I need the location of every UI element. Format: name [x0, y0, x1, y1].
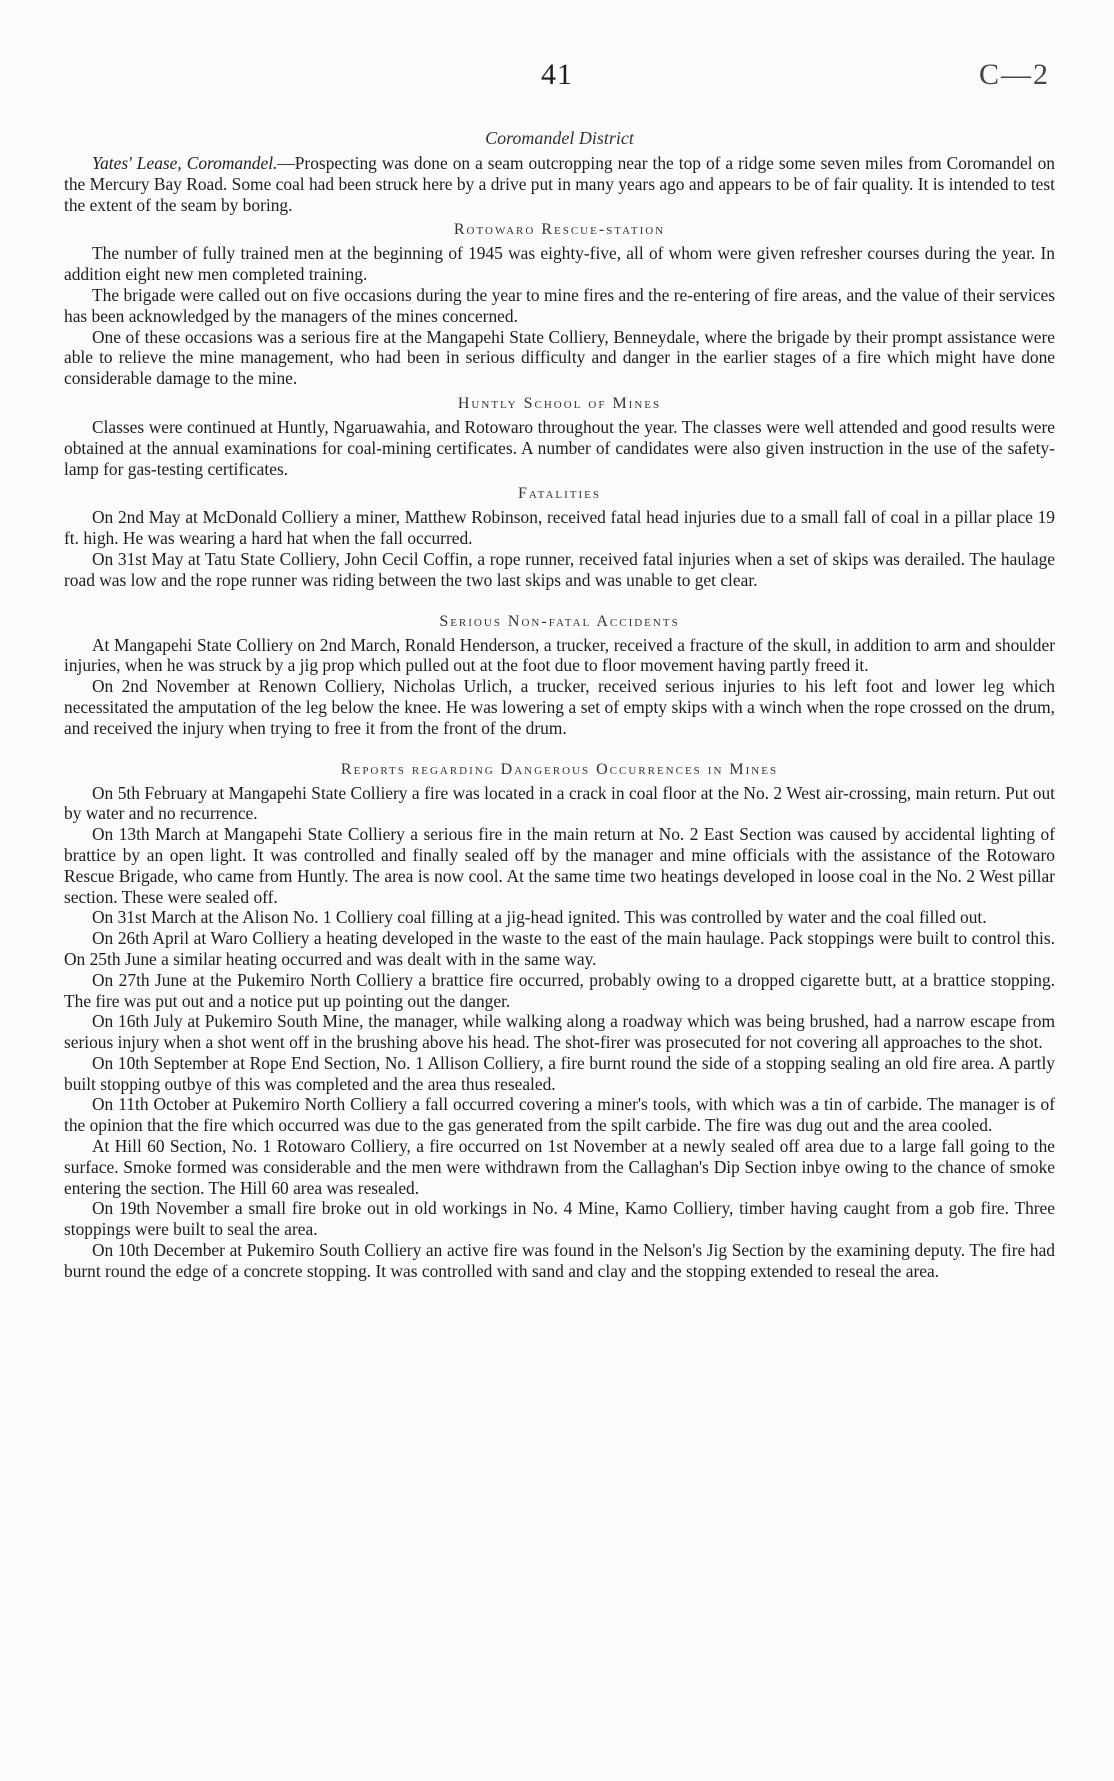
- report-paragraph: On 26th April at Waro Colliery a heating developed in the waste to the east of the main haulage. Pack stoppings were built to control this. On 25th June a similar heating occurred and was dealt with in the same way.: [64, 928, 1055, 969]
- report-paragraph: On 19th November a small fire broke out in old workings in No. 4 Mine, Kamo Colliery, timber having caught from a gob fire. Three stoppings were built to seal the area.: [64, 1198, 1055, 1240]
- report-paragraph: On 5th February at Mangapehi State Colliery a fire was located in a crack in coal floor at the No. 2 West air-crossing, main return. Put out by water and no recurrence.: [64, 782, 1055, 824]
- report-paragraph: On 27th June at the Pukemiro North Colliery a brattice fire occurred, probably owing to a dropped cigarette butt, at a brattice stopping. The fire was put out and a notice put up pointing out the danger.: [64, 969, 1055, 1011]
- dangerous-occurrences-heading: Reports regarding Dangerous Occurrences in Mines: [340, 760, 779, 778]
- fatality-paragraph: On 31st May at Tatu State Colliery, John Cecil Coffin, a rope runner, received fatal injuries when a set of skips was derailed. The haulage road was low and the rope runner was riding between the two last skips and was unable to get clear.: [64, 548, 1055, 590]
- report-paragraph: On 10th December at Pukemiro South Colliery an active fire was found in the Nelson's Jig Section by the examining deputy. The fire had burnt round the edge of a concrete stopping. It was controlled with sand and clay and the stopping extended to reseal the area.: [64, 1240, 1055, 1281]
- accident-paragraph: On 2nd November at Renown Colliery, Nicholas Urlich, a trucker, received serious injuries to his left foot and lower leg which necessitated the amputation of the leg below the knee. He was lowering a set of empty skips with a winch when the rope crossed on the drum, and received the injury when trying to free it from the front of the drum.: [64, 676, 1055, 738]
- page-body: [64, 128, 1055, 1282]
- school-paragraph: Classes were continued at Huntly, Ngaruawahia, and Rotowaro throughout the year. The classes were well attended and good results were obtained at the annual examinations for coal-mining certificates. A number of candidates were also given instruction in the use of the safety-lamp for gas-testing certificates.: [64, 416, 1055, 479]
- report-paragraph: On 31st March at the Alison No. 1 Colliery coal filling at a jig-head ignited. This was controlled by water and the coal filled out.: [92, 907, 987, 928]
- page-header: [0, 58, 1114, 108]
- rescue-paragraph: The number of fully trained men at the beginning of 1945 was eighty-five, all of whom were given refresher courses during the year. In addition eight new men completed training.: [64, 243, 1055, 285]
- accident-paragraph: At Mangapehi State Colliery on 2nd March, Ronald Henderson, a trucker, received a fracture of the skull, in addition to arm and shoulder injuries, when he was struck by a jig prop which pulled out at the foot due to floor movement having partly freed it.: [64, 634, 1055, 676]
- rescue-paragraph: One of these occasions was a serious fire at the Mangapehi State Colliery, Benneydale, where the brigade by their prompt assistance were able to relieve the mine management, who had been in serious difficulty and danger in the earlier stages of a fire which might have done considerable damage to the mine.: [64, 326, 1055, 389]
- report-paragraph: On 13th March at Mangapehi State Colliery a serious fire in the main return at No. 2 East Section was caused by accidental lighting of brattice by an open light. It was controlled and finally sealed off by the manager and mine officials with the assistance of the Rotowaro Rescue Brigade, who came from Huntly. The area is now cool. At the same time two heatings developed in loose coal in the No. 2 West pillar section. These were sealed off.: [64, 824, 1055, 907]
- district-text: —Prospecting was done on a seam outcropping near the top of a ridge some seven miles from Coromandel on the Mercury Bay Road. Some coal had been struck here by a drive put in many years ago and appears to be of fair quality. It is intended to test the extent of the seam by boring.: [64, 153, 1055, 215]
- district-paragraph: [64, 153, 1055, 215]
- fatalities-heading: Fatalities: [517, 485, 601, 503]
- accidents-heading: Serious Non-fatal Accidents: [439, 612, 680, 630]
- rescue-station-heading: Rotowaro Rescue-station: [453, 221, 666, 239]
- report-paragraph: On 10th September at Rope End Section, No. 1 Allison Colliery, a fire burnt round the side of a stopping sealing an old fire area. A partly built stopping outbye of this was completed and the area thus resealed.: [64, 1052, 1055, 1094]
- paper-reference: C—2: [978, 58, 1050, 91]
- report-paragraph: On 11th October at Pukemiro North Colliery a fall occurred covering a miner's tools, with which was a tin of carbide. The manager is of the opinion that the fire which occurred was due to the gas generated from the spilt carbide. The fire was dug out and the area cooled.: [64, 1094, 1055, 1136]
- district-title: Coromandel District: [485, 128, 634, 148]
- school-of-mines-heading: Huntly School of Mines: [457, 394, 662, 412]
- report-paragraph: On 16th July at Pukemiro South Mine, the manager, while walking along a roadway which was being brushed, had a narrow escape from serious injury when a shot went off in the brushing above his head. The shot-firer was prosecuted for not covering all approaches to the shot.: [64, 1011, 1055, 1053]
- fatality-paragraph: On 2nd May at McDonald Colliery a miner, Matthew Robinson, received fatal head injuries due to a small fall of coal in a pillar place 19 ft. high. He was wearing a hard hat when the fall occurred.: [64, 507, 1055, 549]
- page-number: 41: [541, 58, 573, 91]
- district-lead: Yates' Lease, Coromandel.: [92, 153, 278, 173]
- rescue-paragraph: The brigade were called out on five occasions during the year to mine fires and the re-entering of fire areas, and the value of their services has been acknowledged by the managers of the mines concerned.: [64, 284, 1055, 326]
- report-paragraph: At Hill 60 Section, No. 1 Rotowaro Colliery, a fire occurred on 1st November at a newly sealed off area due to a large fall going to the surface. Smoke formed was considerable and the men were withdrawn from the Callaghan's Dip Section inbye owing to the chance of smoke entering the section. The Hill 60 area was resealed.: [64, 1136, 1055, 1198]
